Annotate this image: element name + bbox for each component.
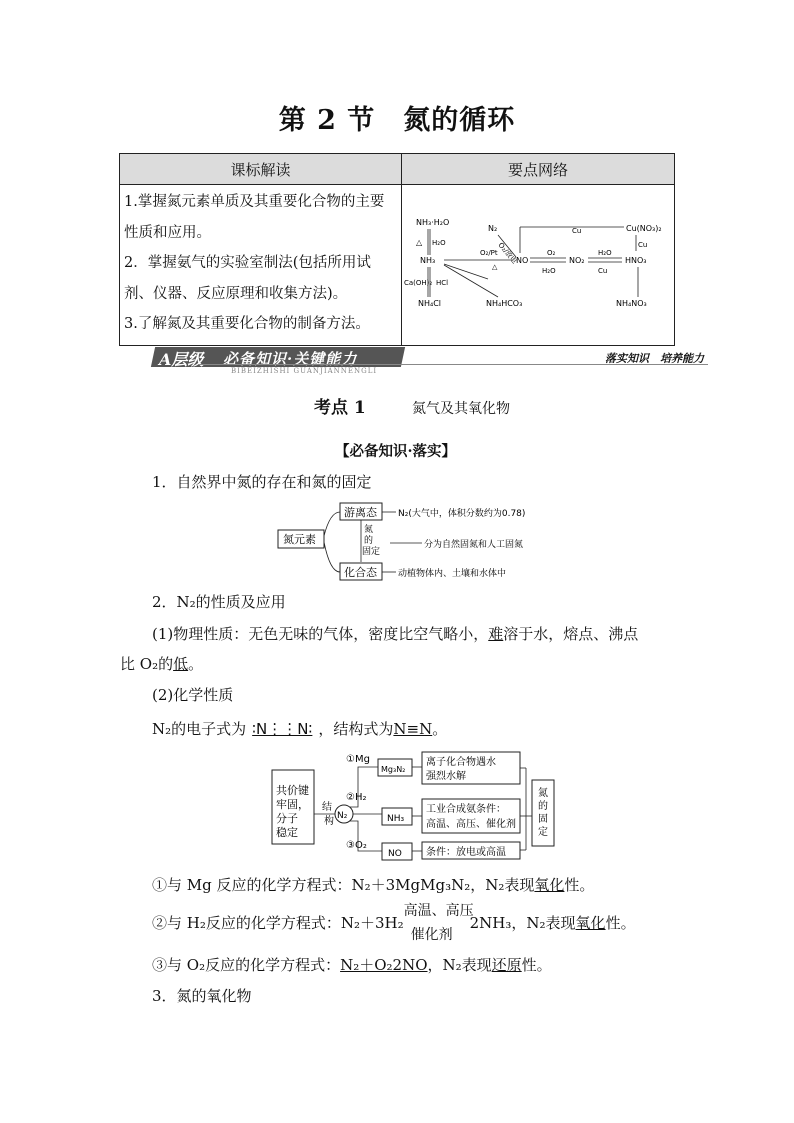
desc-3: 条件：放电或高温	[426, 847, 506, 858]
fix-box-2: 的	[538, 801, 548, 812]
eq3-answer-1: N₂＋O₂2NO	[340, 956, 428, 974]
fix-desc: 分为自然固氮和人工固氮	[424, 540, 524, 550]
eq2-condition-bottom: 催化剂	[410, 927, 453, 943]
section-title: 氮气及其氧化物	[412, 401, 510, 417]
network-arrows	[428, 227, 638, 297]
page-title: 第 2 节 氮的循环	[278, 105, 516, 136]
eq1-end: 性。	[564, 876, 595, 894]
node-no2: NO₂	[569, 256, 585, 265]
left-box-text-2: 牢固，	[276, 798, 309, 811]
electron-formula-answer: ∶N⋮⋮N∶	[252, 720, 313, 738]
combined-desc: 动植物体内、土壤和水体中	[398, 569, 507, 579]
label-o2pt: O₂/Pt	[480, 249, 498, 257]
node-nh4cl: NH₄Cl	[418, 299, 442, 308]
structure-label-2: 构	[324, 816, 334, 827]
eq3-answer-2: 还原	[491, 956, 522, 974]
label-o2-discharge: O₂/放电	[496, 241, 519, 266]
node-nh4no3: NH₄NO₃	[616, 299, 647, 308]
fix-box-3: 固	[538, 814, 548, 825]
objectives-header: 课标解读	[120, 154, 402, 185]
eq3-text: ③与 O₂反应的化学方程式：	[152, 956, 341, 974]
heading-2: 2．N₂的性质及应用	[152, 593, 286, 611]
node-hno3: HNO₃	[625, 256, 647, 265]
heading-1: 1．自然界中氮的存在和氮的固定	[152, 473, 372, 491]
section-sub: 【必备知识·落实】	[335, 443, 457, 460]
physical-properties-line2	[120, 653, 203, 675]
product-nh3: NH₃	[387, 814, 405, 824]
phys-answer-2: 低	[173, 655, 189, 673]
objectives-table	[119, 153, 675, 346]
eq1-answer: 氧化	[534, 876, 565, 894]
nitrogen-network-diagram	[402, 185, 683, 345]
eq3-end: 性。	[521, 956, 552, 974]
label-delta-1: △	[416, 238, 423, 247]
label-cu-top: Cu	[572, 227, 582, 235]
left-box-text-4: 稳定	[276, 826, 298, 839]
reactant-mg: ①Mg	[346, 754, 370, 765]
node-cuno3: Cu(NO₃)₂	[626, 224, 662, 233]
product-no: NO	[388, 849, 402, 859]
label-fix-1: 氮	[364, 525, 374, 535]
level-banner	[153, 347, 713, 375]
phys-text-1: (1)物理性质：无色无味的气体，密度比空气略小，	[152, 625, 489, 643]
phys-answer-1: 难	[488, 625, 504, 643]
n2-node: N₂	[337, 811, 348, 821]
label-h2o-3: H₂O	[598, 249, 612, 257]
n2-reaction-diagram	[270, 748, 560, 862]
node-nh3: NH₃	[420, 256, 436, 265]
objectives-list	[120, 185, 402, 346]
label-fix-3: 固定	[362, 547, 381, 557]
nitrogen-network-cell	[402, 185, 675, 346]
label-cu-2: Cu	[598, 267, 608, 275]
objective-item: 3.了解氮及其重要化合物的制备方法。	[124, 316, 370, 332]
label-hcl: HCl	[436, 279, 449, 287]
elec-text-1: N₂的电子式为	[152, 720, 247, 738]
elec-text-2: ，结构式为	[318, 720, 394, 738]
nitrogen-forms-diagram	[270, 500, 570, 584]
heading-3: 3．氮的氧化物	[152, 987, 252, 1005]
equation-mg	[152, 874, 594, 896]
node-nh3h2o: NH₃·H₂O	[416, 218, 450, 227]
label-h2o-1: H₂O	[432, 239, 446, 247]
fix-box-1: 氮	[538, 788, 548, 799]
desc-1a: 离子化合物遇水	[426, 757, 496, 768]
label-caoh2: Ca(OH)₂	[404, 279, 433, 287]
eq2-end: 性。	[605, 914, 636, 932]
left-box-text-1: 共价键	[276, 784, 309, 797]
node-n2: N₂	[488, 224, 498, 233]
banner-title: 必备知识·关键能力	[223, 350, 358, 368]
fix-box-4: 定	[538, 827, 548, 838]
desc-1b: 强烈水解	[426, 771, 466, 782]
node-no: NO	[516, 256, 529, 265]
banner-pinyin: BIBEIZHISHI GUANJIANNENGLI	[231, 367, 378, 375]
structure-formula-answer: N≡N	[393, 720, 433, 738]
objective-item: 2．掌握氨气的实验室制法(包括所用试剂、仪器、反应原理和收集方法)。	[124, 255, 371, 302]
node-nitrogen-element: 氮元素	[283, 533, 316, 546]
eq2-answer: 氧化	[575, 914, 606, 932]
free-state-desc: N₂(大气中，体积分数约为0.78)	[398, 509, 526, 519]
chemical-properties-heading: (2)化学性质	[152, 686, 234, 704]
label-fix-2: 的	[364, 536, 374, 546]
network-header: 要点网络	[402, 154, 675, 185]
node-free-state: 游离态	[344, 506, 377, 519]
reactant-o2: ③O₂	[346, 840, 367, 851]
banner-right: 落实知识 培养能力	[605, 352, 704, 365]
structure-label-1: 结	[322, 802, 332, 813]
phys-text-2: 溶于水，熔点、沸点	[503, 625, 639, 643]
eq2-text: ②与 H₂反应的化学方程式：N₂＋3H₂	[152, 914, 404, 932]
electron-formula-line	[152, 718, 447, 740]
eq2-condition-top: 高温、高压	[403, 903, 474, 919]
product-mg3n2: Mg₃N₂	[381, 765, 406, 774]
banner-level: A层级	[159, 350, 204, 369]
node-combined-state: 化合态	[344, 566, 377, 579]
eq1-text: ①与 Mg 反应的化学方程式：N₂＋3MgMg₃N₂，N₂表现	[152, 876, 535, 894]
objective-item: 1.掌握氮元素单质及其重要化合物的主要性质和应用。	[124, 194, 385, 241]
equation-o2	[152, 954, 552, 976]
eq3-mid: ，N₂表现	[427, 956, 492, 974]
reactant-h2: ②H₂	[346, 792, 367, 803]
section-label: 考点 1	[314, 398, 366, 418]
node-nh4hco3: NH₄HCO₃	[486, 299, 523, 308]
left-box-text-3: 分子	[276, 812, 298, 825]
phys-text-3: 比 O₂的	[120, 655, 174, 673]
eq2-mid: 2NH₃，N₂表现	[469, 914, 576, 932]
label-o2: O₂	[547, 249, 556, 257]
label-cu-3: Cu	[638, 241, 648, 249]
physical-properties-line1	[152, 623, 638, 645]
phys-text-4: 。	[188, 655, 204, 673]
label-delta-2: △	[492, 263, 498, 271]
elec-text-3: 。	[432, 720, 448, 738]
label-h2o-2: H₂O	[542, 267, 556, 275]
desc-2b: 高温、高压、催化剂	[426, 819, 516, 830]
equation-h2	[152, 903, 636, 943]
desc-2a: 工业合成氨条件：	[426, 804, 506, 815]
